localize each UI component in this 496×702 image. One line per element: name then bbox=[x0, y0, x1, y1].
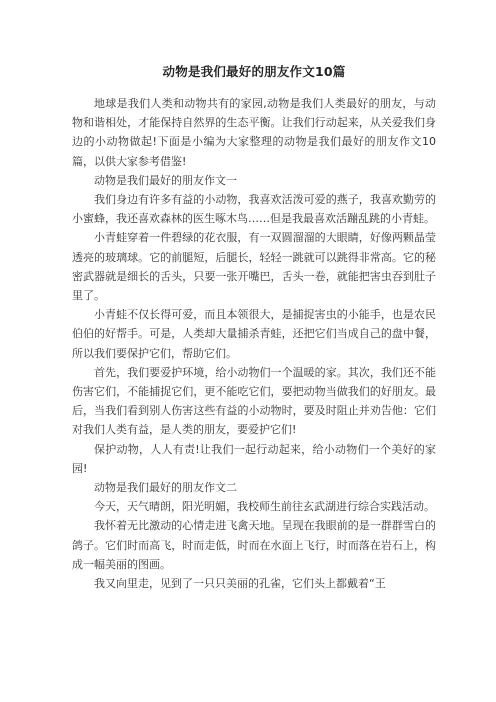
paragraph: 今天，天气晴朗，阳光明媚，我校师生前往玄武湖进行综合实践活动。 bbox=[94, 500, 435, 514]
paragraph: 我们身边有许多有益的小动物，我喜欢活泼可爱的燕子，我喜欢勤劳的小蜜蜂，我还喜欢森林的医生啄木鸟……但是我最喜欢活蹦乱跳的小青蛙。 bbox=[72, 193, 436, 226]
paragraph-intro: 地球是我们人类和动物共有的家园,动物是我们人类最好的朋友，与动物和谐相处，才能保持自然界的生态平衡。让我们行动起来，从关爱我们身边的小动物做起!下面是小编为大家整理的动物是我们最好的朋友作文10篇，以供大家参考借鉴! bbox=[72, 97, 436, 168]
section-heading-1: 动物是我们最好的朋友作文一 bbox=[94, 173, 237, 187]
paragraph: 小青蛙不仅长得可爱，而且本领很大，是捕捉害虫的小能手，也是农民伯伯的好帮手。可是，人类却大量捕杀青蛙，还把它们当成自己的盘中餐，所以我们要保护它们，帮助它们。 bbox=[72, 308, 436, 360]
section-heading-2: 动物是我们最好的朋友作文二 bbox=[94, 481, 237, 495]
paragraph: 首先，我们要爱护环境，给小动物们一个温暖的家。其次，我们还不能伤害它们，不能捕捉它们，更不能吃它们，要把动物当做我们的好朋友。最后，当我们看到别人伤害这些有益的小动物时，要及时阻止并劝告他：它们对我们人类有益，是人类的朋友，要爱护它们! bbox=[72, 365, 436, 437]
paragraph: 保护动物，人人有责!让我们一起行动起来，给小动物们一个美好的家园! bbox=[72, 442, 436, 475]
paragraph: 我又向里走，见到了一只只美丽的孔雀，它们头上都戴着“王 bbox=[94, 577, 386, 591]
paragraph: 小青蛙穿着一件碧绿的花衣服，有一双圆溜溜的大眼睛，好像两颗晶莹透亮的玻璃球。它的前腿短，后腿长，轻轻一跳就可以跳得非常高。它的秘密武器就是细长的舌头，只要一张开嘴巴，舌头一卷，就能把害虫吞到肚子里了。 bbox=[72, 231, 436, 303]
paragraph: 我怀着无比激动的心情走进飞禽天地。呈现在我眼前的是一群群雪白的鸽子。它们时而高飞，时而走低，时而在水面上飞行，时而落在岩石上，构成一幅美丽的图画。 bbox=[72, 519, 436, 571]
document-title: 动物是我们最好的朋友作文10篇 bbox=[162, 64, 346, 79]
